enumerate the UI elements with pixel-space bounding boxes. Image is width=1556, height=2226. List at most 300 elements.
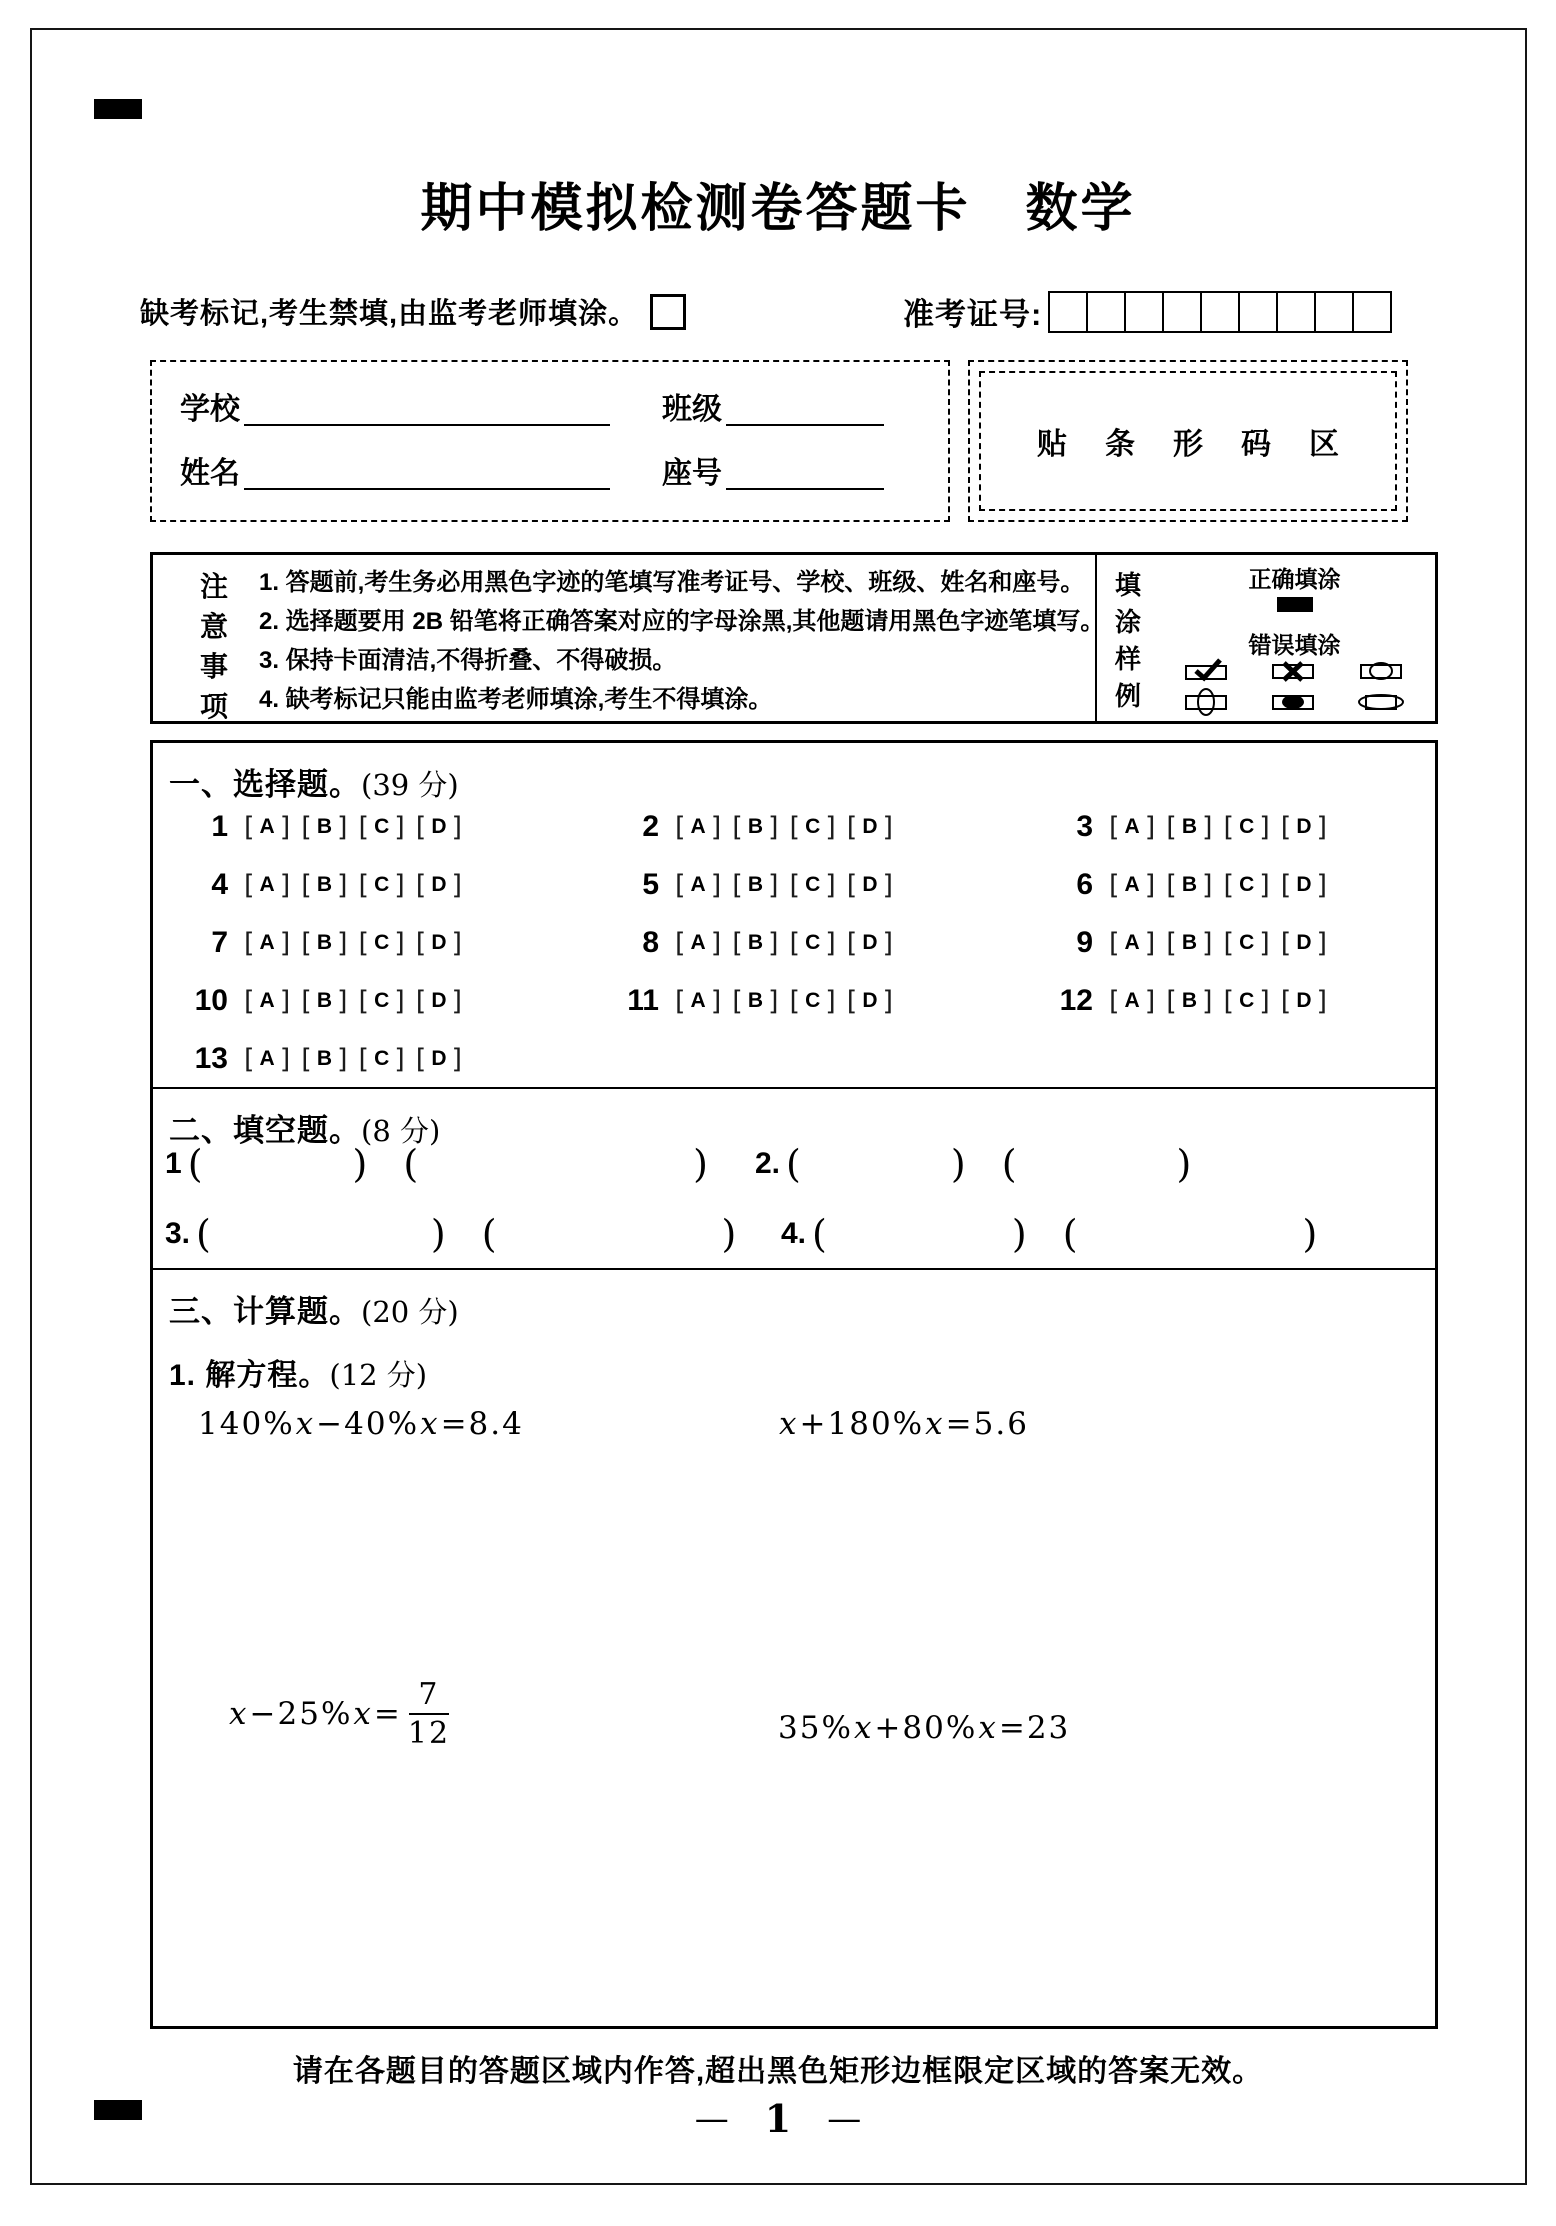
check-mark-sample-icon bbox=[1182, 657, 1232, 685]
option-letter: B bbox=[1181, 873, 1197, 896]
option-bubble-1-A[interactable] bbox=[244, 812, 290, 843]
bracket-open: [ bbox=[675, 811, 686, 843]
blank-answer-field-3-2[interactable] bbox=[481, 1212, 737, 1256]
paren-open: ( bbox=[187, 1142, 203, 1186]
option-bubble-8-D[interactable] bbox=[847, 928, 893, 959]
paren-close: ) bbox=[1011, 1212, 1027, 1256]
option-letter: B bbox=[316, 873, 332, 896]
option-bubble-4-B[interactable] bbox=[301, 870, 347, 901]
option-bubble-9-C[interactable] bbox=[1224, 928, 1270, 959]
bracket-close: ] bbox=[767, 985, 779, 1017]
option-bubble-12-A[interactable] bbox=[1109, 986, 1155, 1017]
option-letter: B bbox=[747, 873, 763, 896]
question-number: 5 bbox=[642, 868, 659, 901]
variable-x: x bbox=[779, 1406, 799, 1442]
seat-label: 座号 bbox=[662, 457, 722, 490]
info-row-1 bbox=[180, 392, 920, 426]
option-letter: B bbox=[747, 815, 763, 838]
admission-ticket-grid bbox=[1048, 291, 1392, 333]
bracket-close: ] bbox=[882, 811, 894, 843]
option-letter: A bbox=[259, 931, 275, 954]
choice-grid bbox=[184, 809, 1327, 1077]
bracket-close: ] bbox=[1259, 927, 1270, 959]
bracket-open: [ bbox=[1280, 811, 1292, 843]
option-bubble-7-D[interactable] bbox=[416, 928, 462, 959]
footer-warning: 请在各题目的答题区域内作答,超出黑色矩形边框限定区域的答案无效。 bbox=[292, 2055, 1264, 2088]
choice-question-10 bbox=[184, 983, 615, 1019]
bracket-open: [ bbox=[846, 927, 858, 959]
info-row-2 bbox=[180, 456, 920, 490]
cross-mark-sample-icon bbox=[1269, 657, 1319, 685]
bracket-close: ] bbox=[451, 869, 463, 901]
option-bubble-2-A[interactable] bbox=[675, 812, 721, 843]
variable-x: x bbox=[978, 1710, 998, 1746]
option-bubble-13-D[interactable] bbox=[416, 1044, 462, 1075]
option-letter: D bbox=[1296, 989, 1312, 1012]
bracket-open: [ bbox=[732, 869, 743, 901]
seat-input[interactable] bbox=[726, 456, 884, 490]
option-bubble-8-C[interactable] bbox=[790, 928, 836, 959]
option-letter: C bbox=[374, 815, 390, 838]
bracket-open: [ bbox=[244, 927, 255, 959]
barcode-area bbox=[968, 360, 1408, 522]
option-letter: D bbox=[431, 873, 447, 896]
option-bubble-8-A[interactable] bbox=[675, 928, 721, 959]
blank-gap bbox=[1078, 1216, 1303, 1252]
choice-question-11 bbox=[615, 983, 1049, 1019]
vertical-label-char: 例 bbox=[1114, 681, 1141, 711]
bracket-open: [ bbox=[1223, 927, 1235, 959]
wrong-fill-label: 错误填涂 bbox=[1248, 632, 1341, 658]
vertical-ellipse-sample-icon bbox=[1182, 688, 1232, 716]
option-bubble-3-A[interactable] bbox=[1109, 812, 1155, 843]
bracket-close: ] bbox=[336, 869, 348, 901]
bracket-open: [ bbox=[789, 869, 801, 901]
bracket-open: [ bbox=[1280, 927, 1292, 959]
bracket-close: ] bbox=[394, 927, 405, 959]
bracket-open: [ bbox=[789, 927, 801, 959]
option-letter: C bbox=[374, 873, 390, 896]
vertical-label-char: 事 bbox=[199, 651, 228, 682]
bracket-open: [ bbox=[244, 811, 255, 843]
paren-close: ) bbox=[693, 1142, 708, 1186]
class-input[interactable] bbox=[726, 392, 884, 426]
bracket-open: [ bbox=[301, 985, 312, 1017]
choice-question-1 bbox=[184, 809, 615, 845]
variable-x: x bbox=[353, 1696, 373, 1732]
vertical-label-char: 项 bbox=[199, 691, 228, 722]
choice-question-9 bbox=[1049, 925, 1327, 961]
option-bubble-4-D[interactable] bbox=[416, 870, 462, 901]
option-bubble-7-C[interactable] bbox=[359, 928, 405, 959]
option-letter: D bbox=[431, 1047, 447, 1070]
option-letter: A bbox=[259, 873, 275, 896]
bracket-close: ] bbox=[394, 985, 405, 1017]
ticket-digit-cell-1[interactable] bbox=[1048, 291, 1088, 333]
absent-mark-checkbox[interactable] bbox=[650, 294, 686, 330]
option-letter: A bbox=[1124, 873, 1140, 896]
option-bubble-13-A[interactable] bbox=[244, 1044, 290, 1075]
paren-open: ( bbox=[403, 1142, 419, 1186]
title-text: 期中模拟检测卷答题卡 bbox=[420, 180, 971, 238]
bracket-open: [ bbox=[789, 985, 801, 1017]
blank-gap bbox=[497, 1216, 722, 1252]
ticket-digit-cell-5[interactable] bbox=[1200, 291, 1240, 333]
bracket-close: ] bbox=[451, 985, 463, 1017]
fill-sample-area bbox=[1095, 555, 1438, 721]
option-letter: C bbox=[805, 931, 821, 954]
bracket-open: [ bbox=[415, 1043, 427, 1075]
option-letter: A bbox=[259, 1047, 275, 1070]
bracket-close: ] bbox=[767, 869, 779, 901]
name-input[interactable] bbox=[244, 456, 610, 490]
option-letter: B bbox=[1181, 989, 1197, 1012]
option-letter: B bbox=[1181, 931, 1197, 954]
bracket-close: ] bbox=[451, 811, 463, 843]
bracket-close: ] bbox=[394, 1043, 405, 1075]
page-number: 1 bbox=[764, 2096, 792, 2141]
option-letter: C bbox=[1239, 873, 1255, 896]
option-letter: D bbox=[1296, 873, 1312, 896]
paren-close: ) bbox=[721, 1212, 737, 1256]
ticket-digit-cell-4[interactable] bbox=[1162, 291, 1202, 333]
bracket-close: ] bbox=[394, 869, 405, 901]
question-number: 12 bbox=[1059, 984, 1093, 1017]
blank-answer-field-2-1[interactable] bbox=[786, 1142, 966, 1186]
option-letter: A bbox=[1124, 989, 1140, 1012]
bracket-close: ] bbox=[279, 869, 291, 901]
vertical-label-char: 涂 bbox=[1114, 607, 1141, 637]
multiple-choice-heading bbox=[169, 759, 459, 804]
page-dash-left: — bbox=[694, 2098, 729, 2139]
bracket-close: ] bbox=[825, 985, 836, 1017]
option-letter: A bbox=[1124, 815, 1140, 838]
blank-question-1 bbox=[165, 1142, 744, 1186]
option-bubble-13-C[interactable] bbox=[359, 1044, 405, 1075]
vertical-label-char: 样 bbox=[1114, 644, 1141, 674]
option-bubble-1-C[interactable] bbox=[359, 812, 405, 843]
bracket-open: [ bbox=[846, 985, 858, 1017]
blank-gap bbox=[1017, 1146, 1177, 1182]
bracket-close: ] bbox=[1316, 985, 1328, 1017]
option-bubble-5-C[interactable] bbox=[790, 870, 836, 901]
bracket-open: [ bbox=[1109, 985, 1120, 1017]
option-bubble-7-B[interactable] bbox=[301, 928, 347, 959]
variable-x: x bbox=[295, 1406, 316, 1442]
equation-3-lhs: x−25%x= bbox=[229, 1696, 402, 1732]
school-label: 学校 bbox=[180, 393, 240, 426]
bracket-close: ] bbox=[336, 811, 348, 843]
option-letter: D bbox=[431, 931, 447, 954]
option-letter: C bbox=[374, 931, 390, 954]
paren-open: ( bbox=[1001, 1142, 1017, 1186]
paren-open: ( bbox=[481, 1212, 497, 1256]
fraction-numerator: 7 bbox=[409, 1678, 448, 1715]
question-number: 1 bbox=[211, 810, 228, 843]
bracket-close: ] bbox=[336, 985, 348, 1017]
bracket-close: ] bbox=[767, 811, 779, 843]
blank-answer-field-2-2[interactable] bbox=[1001, 1142, 1192, 1186]
option-letter: C bbox=[1239, 989, 1255, 1012]
absent-mark-label: 缺考标记,考生禁填,由监考老师填涂。 bbox=[140, 298, 639, 330]
option-bubble-12-D[interactable] bbox=[1281, 986, 1327, 1017]
question-number: 6 bbox=[1076, 868, 1093, 901]
solve-equation-number: 1. bbox=[169, 1359, 197, 1392]
variable-x: x bbox=[925, 1406, 945, 1442]
blank-answer-field-1-2[interactable] bbox=[403, 1142, 708, 1186]
blank-gap bbox=[211, 1216, 431, 1252]
notice-item-4: 4. 缺考标记只能由监考老师填涂,考生不得填涂。 bbox=[259, 686, 773, 713]
bracket-open: [ bbox=[244, 869, 255, 901]
option-bubble-3-D[interactable] bbox=[1281, 812, 1327, 843]
bracket-close: ] bbox=[825, 869, 836, 901]
option-letter: D bbox=[431, 815, 447, 838]
option-letter: B bbox=[747, 989, 763, 1012]
option-letter: A bbox=[259, 815, 275, 838]
notice-item-2: 2. 选择题要用 2B 铅笔将正确答案对应的字母涂黑,其他题请用黑色字迹笔填写。 bbox=[259, 608, 1105, 635]
bracket-open: [ bbox=[675, 985, 686, 1017]
fill-sample-side-label bbox=[1113, 565, 1143, 711]
section-fill-in-blank bbox=[153, 1087, 1435, 1268]
bracket-close: ] bbox=[882, 927, 894, 959]
option-letter: A bbox=[690, 815, 706, 838]
barcode-inner-frame bbox=[979, 371, 1397, 511]
option-bubble-6-A[interactable] bbox=[1109, 870, 1155, 901]
bracket-close: ] bbox=[710, 811, 722, 843]
option-bubble-7-A[interactable] bbox=[244, 928, 290, 959]
subject-text: 数学 bbox=[1025, 180, 1136, 238]
bracket-close: ] bbox=[1144, 985, 1156, 1017]
equation-4: 35%x+80%x=23 bbox=[778, 1710, 1071, 1746]
option-bubble-3-C[interactable] bbox=[1224, 812, 1270, 843]
option-bubble-11-A[interactable] bbox=[675, 986, 721, 1017]
school-input[interactable] bbox=[244, 392, 610, 426]
bracket-close: ] bbox=[1201, 985, 1213, 1017]
option-bubble-11-C[interactable] bbox=[790, 986, 836, 1017]
option-letter: B bbox=[1181, 815, 1197, 838]
option-bubble-10-A[interactable] bbox=[244, 986, 290, 1017]
calculation-points: (20 分) bbox=[361, 1295, 459, 1329]
bracket-open: [ bbox=[1166, 811, 1177, 843]
bracket-close: ] bbox=[825, 811, 836, 843]
question-number: 10 bbox=[194, 984, 228, 1017]
option-bubble-13-B[interactable] bbox=[301, 1044, 347, 1075]
bracket-open: [ bbox=[415, 927, 427, 959]
blank-answer-field-1-1[interactable] bbox=[187, 1142, 368, 1186]
bracket-close: ] bbox=[1259, 811, 1270, 843]
option-bubble-11-D[interactable] bbox=[847, 986, 893, 1017]
bracket-open: [ bbox=[358, 811, 370, 843]
bracket-open: [ bbox=[301, 1043, 312, 1075]
paren-open: ( bbox=[196, 1212, 211, 1256]
circle-sample-icon bbox=[1357, 657, 1407, 685]
option-bubble-9-B[interactable] bbox=[1166, 928, 1212, 959]
bracket-close: ] bbox=[279, 1043, 291, 1075]
notice-side-label bbox=[197, 565, 231, 722]
blank-gap bbox=[827, 1216, 1012, 1252]
multiple-choice-points: (39 分) bbox=[361, 768, 459, 802]
bracket-open: [ bbox=[1166, 927, 1177, 959]
section-multiple-choice bbox=[153, 743, 1435, 1087]
bracket-open: [ bbox=[846, 869, 858, 901]
bracket-open: [ bbox=[301, 869, 312, 901]
notice-item-1: 1. 答题前,考生务必用黑色字迹的笔填写准考证号、学校、班级、姓名和座号。 bbox=[259, 569, 1085, 596]
bracket-open: [ bbox=[415, 869, 427, 901]
bracket-close: ] bbox=[394, 811, 405, 843]
bracket-close: ] bbox=[279, 927, 291, 959]
question-number: 2 bbox=[642, 810, 659, 843]
bracket-close: ] bbox=[710, 985, 722, 1017]
option-letter: C bbox=[1239, 815, 1255, 838]
option-bubble-9-A[interactable] bbox=[1109, 928, 1155, 959]
bracket-close: ] bbox=[1144, 869, 1156, 901]
option-letter: C bbox=[805, 873, 821, 896]
option-bubble-2-B[interactable] bbox=[732, 812, 778, 843]
blank-question-number: 2. bbox=[755, 1147, 781, 1180]
ticket-digit-cell-8[interactable] bbox=[1314, 291, 1354, 333]
page-number-row bbox=[0, 2096, 1556, 2141]
option-bubble-5-D[interactable] bbox=[847, 870, 893, 901]
option-bubble-4-A[interactable] bbox=[244, 870, 290, 901]
bracket-close: ] bbox=[336, 1043, 348, 1075]
option-bubble-3-B[interactable] bbox=[1166, 812, 1212, 843]
option-bubble-4-C[interactable] bbox=[359, 870, 405, 901]
page-dash-right: — bbox=[827, 2098, 862, 2139]
solve-equation-subheading bbox=[169, 1350, 427, 1394]
bracket-close: ] bbox=[279, 811, 291, 843]
option-bubble-5-A[interactable] bbox=[675, 870, 721, 901]
blank-question-number: 1 bbox=[165, 1147, 182, 1180]
calculation-heading bbox=[169, 1286, 459, 1331]
variable-x: x bbox=[853, 1710, 874, 1746]
bracket-open: [ bbox=[732, 985, 743, 1017]
option-letter: C bbox=[805, 815, 821, 838]
bracket-open: [ bbox=[1109, 811, 1120, 843]
fill-in-blank-heading-text: 二、填空题。 bbox=[169, 1113, 361, 1148]
option-bubble-2-C[interactable] bbox=[790, 812, 836, 843]
bracket-close: ] bbox=[336, 927, 348, 959]
ticket-digit-cell-3[interactable] bbox=[1124, 291, 1164, 333]
bracket-close: ] bbox=[767, 927, 779, 959]
option-letter: D bbox=[1296, 815, 1312, 838]
wrong-fill-samples bbox=[1163, 657, 1426, 716]
question-number: 3 bbox=[1076, 810, 1093, 843]
paren-close: ) bbox=[352, 1142, 368, 1186]
blank-answer-field-3-1[interactable] bbox=[196, 1212, 446, 1256]
blank-gap bbox=[801, 1146, 951, 1182]
option-bubble-12-B[interactable] bbox=[1166, 986, 1212, 1017]
option-letter: A bbox=[259, 989, 275, 1012]
correct-fill-label: 正确填涂 bbox=[1248, 566, 1341, 592]
admission-ticket-label: 准考证号: bbox=[903, 297, 1043, 332]
choice-question-4 bbox=[184, 867, 615, 903]
fill-in-blank-points: (8 分) bbox=[361, 1114, 441, 1148]
notice-list bbox=[259, 560, 1105, 716]
bracket-close: ] bbox=[1316, 927, 1328, 959]
option-bubble-2-D[interactable] bbox=[847, 812, 893, 843]
blank-answer-field-4-1[interactable] bbox=[812, 1212, 1027, 1256]
bracket-open: [ bbox=[1166, 869, 1177, 901]
option-bubble-1-D[interactable] bbox=[416, 812, 462, 843]
option-letter: A bbox=[690, 931, 706, 954]
option-letter: D bbox=[862, 989, 878, 1012]
option-bubble-6-D[interactable] bbox=[1281, 870, 1327, 901]
notice-item-3: 3. 保持卡面清洁,不得折叠、不得破损。 bbox=[259, 647, 677, 674]
bracket-close: ] bbox=[710, 869, 722, 901]
paren-close: ) bbox=[950, 1142, 966, 1186]
bracket-open: [ bbox=[675, 927, 686, 959]
bracket-open: [ bbox=[1223, 985, 1235, 1017]
bracket-open: [ bbox=[415, 985, 427, 1017]
equation-1: 140%x−40%x=8.4 bbox=[198, 1406, 524, 1442]
fraction-denominator: 12 bbox=[407, 1716, 451, 1751]
question-number: 13 bbox=[194, 1042, 228, 1075]
option-bubble-6-C[interactable] bbox=[1224, 870, 1270, 901]
option-bubble-12-C[interactable] bbox=[1224, 986, 1270, 1017]
option-bubble-10-D[interactable] bbox=[416, 986, 462, 1017]
bracket-close: ] bbox=[882, 985, 894, 1017]
ticket-digit-cell-9[interactable] bbox=[1352, 291, 1392, 333]
barcode-area-label: 贴条形码区 bbox=[1037, 428, 1377, 461]
blank-answer-field-4-2[interactable] bbox=[1062, 1212, 1318, 1256]
fill-sample-content bbox=[1159, 555, 1430, 721]
notice-box bbox=[150, 552, 1438, 724]
option-bubble-10-B[interactable] bbox=[301, 986, 347, 1017]
solve-equation-points: (12 分) bbox=[329, 1358, 428, 1392]
bracket-open: [ bbox=[732, 811, 743, 843]
ticket-digit-cell-6[interactable] bbox=[1238, 291, 1278, 333]
option-bubble-1-B[interactable] bbox=[301, 812, 347, 843]
vertical-label-char: 填 bbox=[1114, 570, 1141, 600]
bracket-close: ] bbox=[825, 927, 836, 959]
option-letter: C bbox=[805, 989, 821, 1012]
bracket-open: [ bbox=[358, 985, 370, 1017]
question-number: 8 bbox=[642, 926, 659, 959]
question-number: 4 bbox=[211, 868, 228, 901]
question-number: 7 bbox=[211, 926, 228, 959]
option-bubble-5-B[interactable] bbox=[732, 870, 778, 901]
bracket-close: ] bbox=[1316, 869, 1328, 901]
variable-x: x bbox=[229, 1696, 249, 1732]
option-letter: D bbox=[431, 989, 447, 1012]
paren-close: ) bbox=[430, 1212, 446, 1256]
bracket-open: [ bbox=[675, 869, 686, 901]
option-bubble-11-B[interactable] bbox=[732, 986, 778, 1017]
option-letter: D bbox=[862, 931, 878, 954]
blank-question-number: 3. bbox=[165, 1217, 191, 1250]
option-bubble-8-B[interactable] bbox=[732, 928, 778, 959]
admission-ticket-row bbox=[903, 289, 1392, 334]
paren-open: ( bbox=[1062, 1212, 1078, 1256]
fill-in-blank-heading bbox=[169, 1105, 440, 1150]
option-bubble-6-B[interactable] bbox=[1166, 870, 1212, 901]
option-letter: B bbox=[316, 1047, 332, 1070]
ticket-digit-cell-2[interactable] bbox=[1086, 291, 1126, 333]
choice-question-6 bbox=[1049, 867, 1327, 903]
bracket-open: [ bbox=[1109, 927, 1120, 959]
bracket-close: ] bbox=[710, 927, 722, 959]
bracket-close: ] bbox=[1259, 985, 1270, 1017]
blank-question-4 bbox=[781, 1212, 1353, 1256]
choice-question-2 bbox=[615, 809, 1049, 845]
option-letter: C bbox=[1239, 931, 1255, 954]
option-bubble-10-C[interactable] bbox=[359, 986, 405, 1017]
option-letter: C bbox=[374, 1047, 390, 1070]
bracket-close: ] bbox=[1316, 811, 1328, 843]
option-bubble-9-D[interactable] bbox=[1281, 928, 1327, 959]
option-letter: A bbox=[690, 873, 706, 896]
ticket-digit-cell-7[interactable] bbox=[1276, 291, 1316, 333]
